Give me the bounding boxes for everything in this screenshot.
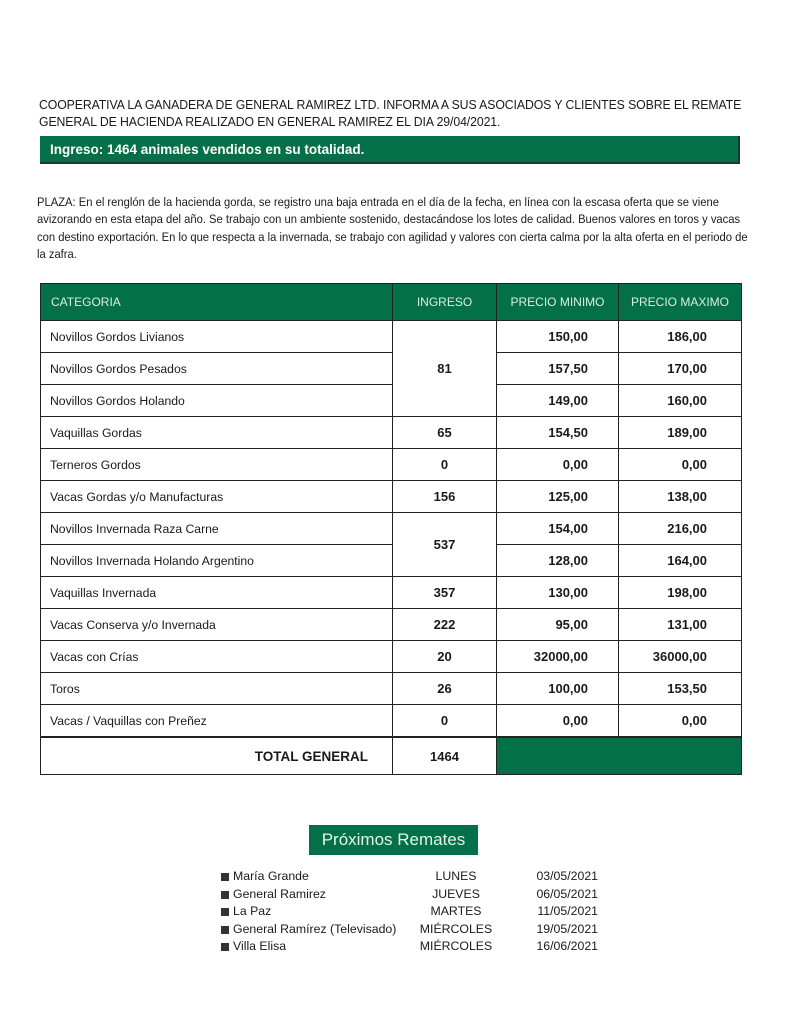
cell-precio-minimo: 130,00: [497, 577, 619, 609]
list-item: [221, 886, 598, 904]
list-item: [221, 921, 598, 939]
total-row: [41, 737, 742, 775]
square-bullet-icon: [221, 908, 229, 916]
cell-precio-maximo: 160,00: [619, 385, 742, 417]
report-title: COOPERATIVA LA GANADERA DE GENERAL RAMIREZ LTD. INFORMA A SUS ASOCIADOS Y CLIENTES SOBRE EL REMATE GENERAL DE HACIENDA REALIZADO EN GENERAL RAMIREZ EL DIA 29/04/2021.: [39, 97, 742, 129]
table-row: [41, 641, 742, 673]
table-row: [41, 321, 742, 353]
square-bullet-icon: [221, 873, 229, 881]
cell-precio-minimo: 154,50: [497, 417, 619, 449]
cell-categoria: Vacas Conserva y/o Invernada: [41, 609, 393, 641]
cell-categoria: Novillos Invernada Raza Carne: [41, 513, 393, 545]
header-categoria: CATEGORIA: [41, 284, 393, 321]
cell-precio-maximo: 198,00: [619, 577, 742, 609]
cell-precio-minimo: 95,00: [497, 609, 619, 641]
cell-categoria: Terneros Gordos: [41, 449, 393, 481]
remate-date: 19/05/2021: [536, 921, 598, 936]
table-header-row: [41, 284, 742, 321]
remate-place: General Ramírez (Televisado): [233, 921, 397, 936]
cell-categoria: Vaquillas Gordas: [41, 417, 393, 449]
table-row: [41, 609, 742, 641]
remate-day: MIÉRCOLES: [419, 939, 493, 954]
cell-precio-maximo: 0,00: [619, 705, 742, 738]
table-row: [41, 449, 742, 481]
cell-precio-minimo: 157,50: [497, 353, 619, 385]
header-ingreso: INGRESO: [393, 284, 497, 321]
table-row: [41, 513, 742, 545]
cell-precio-minimo: 32000,00: [497, 641, 619, 673]
list-item: [221, 903, 598, 921]
cell-precio-minimo: 154,00: [497, 513, 619, 545]
remate-place: La Paz: [233, 904, 272, 919]
remate-date: 03/05/2021: [536, 869, 598, 883]
table-row: [41, 577, 742, 609]
cell-precio-maximo: 153,50: [619, 673, 742, 705]
remate-day: LUNES: [435, 869, 477, 883]
cell-ingreso: 65: [393, 417, 497, 449]
remate-date: 11/05/2021: [537, 904, 598, 919]
cell-categoria: Vacas Gordas y/o Manufacturas: [41, 481, 393, 513]
cell-precio-minimo: 0,00: [497, 705, 619, 738]
ingreso-banner: Ingreso: 1464 animales vendidos en su totalidad.: [40, 136, 740, 164]
cell-precio-minimo: 128,00: [497, 545, 619, 577]
remate-day: JUEVES: [432, 886, 480, 901]
square-bullet-icon: [221, 943, 229, 951]
cell-categoria: Novillos Gordos Pesados: [41, 353, 393, 385]
categories-table: [40, 283, 742, 775]
cell-precio-maximo: 164,00: [619, 545, 742, 577]
cell-precio-maximo: 186,00: [619, 321, 742, 353]
square-bullet-icon: [221, 891, 229, 899]
cell-categoria: Novillos Invernada Holando Argentino: [41, 545, 393, 577]
header-precio-maximo: PRECIO MAXIMO: [619, 284, 742, 321]
cell-precio-maximo: 0,00: [619, 449, 742, 481]
cell-ingreso: 537: [393, 513, 497, 577]
total-green-fill: [497, 737, 742, 775]
cell-ingreso: 81: [393, 321, 497, 417]
cell-ingreso: 0: [393, 705, 497, 738]
cell-precio-maximo: 138,00: [619, 481, 742, 513]
proximos-remates-list: [221, 868, 598, 956]
cell-precio-maximo: 189,00: [619, 417, 742, 449]
cell-precio-minimo: 149,00: [497, 385, 619, 417]
table-row: [41, 705, 742, 738]
cell-ingreso: 0: [393, 449, 497, 481]
table-row: [41, 673, 742, 705]
cell-precio-maximo: 36000,00: [619, 641, 742, 673]
cell-categoria: Novillos Gordos Holando: [41, 385, 393, 417]
cell-precio-minimo: 125,00: [497, 481, 619, 513]
cell-ingreso: 20: [393, 641, 497, 673]
cell-categoria: Vacas con Crías: [41, 641, 393, 673]
cell-categoria: Novillos Gordos Livianos: [41, 321, 393, 353]
plaza-paragraph: PLAZA: En el renglón de la hacienda gorda, se registro una baja entrada en el día de la fecha, en línea con la escasa oferta que se viene avizorando en esta etapa del año. Se trabajo con un ambiente sostenido, destacándose los lotes de calidad. Buenos valores en toros y vacas con destino exportación. En lo que respecta a la invernada, se trabajo con agilidad y valores con cierta calma por la alta oferta en el periodo de la zafra.: [37, 195, 748, 262]
remate-date: 16/06/2021: [536, 939, 598, 954]
cell-precio-maximo: 170,00: [619, 353, 742, 385]
cell-categoria: Vacas / Vaquillas con Preñez: [41, 705, 393, 738]
table-row: [41, 545, 742, 577]
cell-precio-minimo: 0,00: [497, 449, 619, 481]
remate-date: 06/05/2021: [536, 886, 598, 901]
cell-ingreso: 222: [393, 609, 497, 641]
cell-precio-maximo: 131,00: [619, 609, 742, 641]
total-label: TOTAL GENERAL: [41, 737, 393, 775]
table-row: [41, 385, 742, 417]
cell-precio-maximo: 216,00: [619, 513, 742, 545]
remate-place: María Grande: [233, 869, 309, 883]
list-item: [221, 938, 598, 956]
total-value: 1464: [393, 737, 497, 775]
cell-ingreso: 357: [393, 577, 497, 609]
table-row: [41, 481, 742, 513]
cell-categoria: Toros: [41, 673, 393, 705]
remate-place: General Ramirez: [233, 886, 326, 901]
square-bullet-icon: [221, 926, 229, 934]
remate-place: Villa Elisa: [233, 939, 287, 954]
remate-day: MARTES: [430, 904, 482, 919]
table-row: [41, 417, 742, 449]
cell-precio-minimo: 100,00: [497, 673, 619, 705]
cell-precio-minimo: 150,00: [497, 321, 619, 353]
table-row: [41, 353, 742, 385]
cell-ingreso: 156: [393, 481, 497, 513]
cell-categoria: Vaquillas Invernada: [41, 577, 393, 609]
list-item: [221, 868, 598, 886]
header-precio-minimo: PRECIO MINIMO: [497, 284, 619, 321]
cell-ingreso: 26: [393, 673, 497, 705]
proximos-remates-title: Próximos Remates: [309, 825, 478, 855]
remate-day: MIÉRCOLES: [419, 921, 493, 936]
